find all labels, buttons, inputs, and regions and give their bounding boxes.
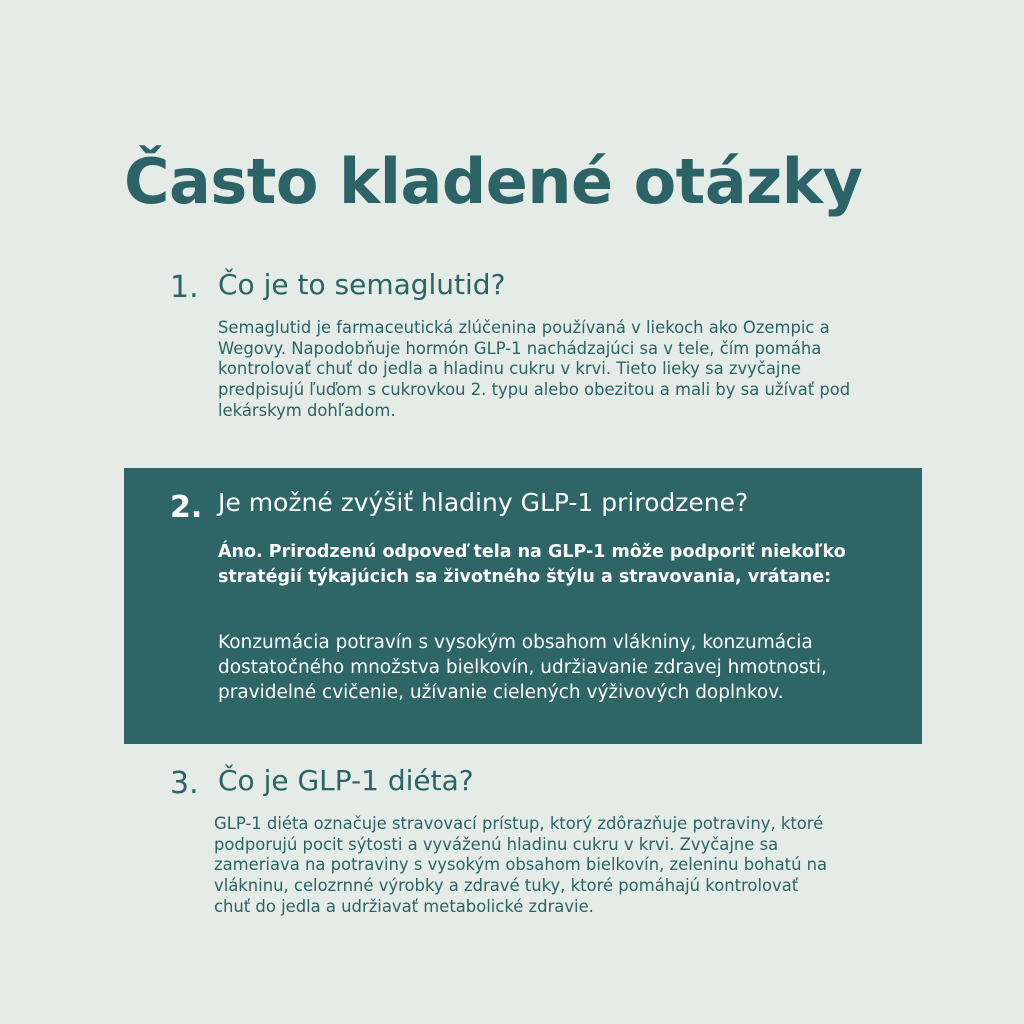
- faq-item-2-highlight: [124, 468, 922, 744]
- faq-number: 1.: [170, 270, 199, 305]
- faq-number: 2.: [170, 490, 203, 525]
- faq-answer: Konzumácia potravín s vysokým obsahom vlákniny, konzumácia dostatočného množstva bielkovín, udržiavanie zdravej hmotnosti, pravidelné cvičenie, užívanie cielených výživových doplnkov.: [218, 632, 827, 703]
- faq-number: 3.: [170, 766, 199, 801]
- faq-answer: GLP-1 diéta označuje stravovací prístup, ktorý zdôrazňuje potraviny, ktoré podporujú pocit sýtosti a vyváženú hladinu cukru v krvi. Zvyčajne sa zameriava na potraviny s vysokým obsahom bielkovín, zeleninu bohatú na vlákninu, celozrnné výrobky a zdravé tuky, ktoré pomáhajú kontrolovať chuť do jedla a udržiavať metabolické zdravie.: [214, 814, 828, 916]
- faq-question: Čo je GLP-1 diéta?: [218, 764, 474, 797]
- faq-answer: Semaglutid je farmaceutická zlúčenina používaná v liekoch ako Ozempic a Wegovy. Napodobňuje hormón GLP-1 nachádzajúci sa v tele, čím pomáha kontrolovať chuť do jedla a hladinu cukru v krvi. Tieto lieky sa zvyčajne predpisujú ľuďom s cukrovkou 2. typu alebo obezitou a mali by sa užívať pod lekárskym dohľadom.: [218, 318, 851, 420]
- faq-answer-intro: Áno. Prirodzenú odpoveď tela na GLP-1 môže podporiť niekoľko stratégií týkajúcich sa životného štýlu a stravovania, vrátane:: [218, 542, 846, 587]
- page-title: Často kladené otázky: [124, 145, 863, 218]
- faq-question: Je možné zvýšiť hladiny GLP-1 prirodzene?: [218, 488, 749, 517]
- faq-question: Čo je to semaglutid?: [218, 268, 506, 301]
